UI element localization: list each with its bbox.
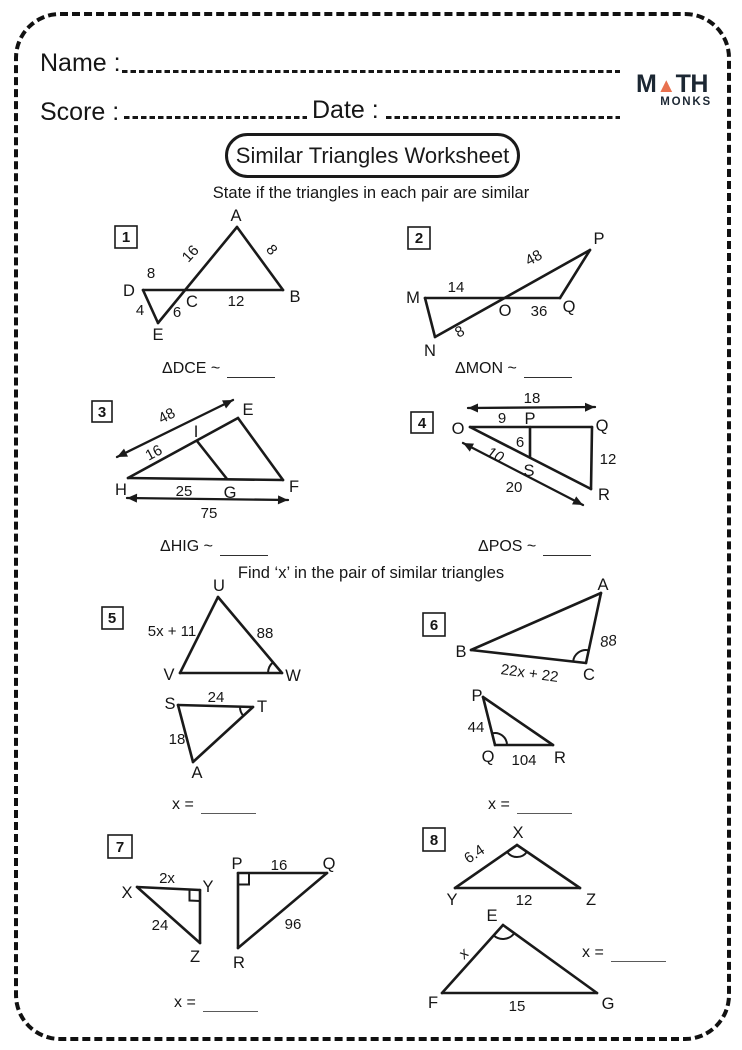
p7-len-pq: 16 bbox=[270, 857, 288, 874]
p1-vertex-e: E bbox=[152, 326, 164, 344]
p7-len-xz: 24 bbox=[151, 917, 169, 934]
p4-side-qr bbox=[591, 427, 592, 489]
date-label: Date : bbox=[312, 96, 379, 124]
p4-len-op: 9 bbox=[497, 410, 507, 427]
p7-vertex-r: R bbox=[233, 954, 245, 972]
p1-len-dc: 8 bbox=[146, 265, 156, 282]
problem-6-number: 6 bbox=[429, 617, 439, 634]
problem-3-diagram bbox=[92, 400, 299, 522]
answer-6-label: x = bbox=[488, 796, 510, 813]
p3-vertex-i: I bbox=[193, 423, 199, 441]
answer-2-label: ΔMON ~ bbox=[455, 360, 517, 377]
p3-arrowhead-right bbox=[278, 495, 288, 504]
p8-len-ef: x bbox=[455, 945, 473, 963]
p8-side-xz bbox=[517, 845, 580, 888]
p1-len-ab: 8 bbox=[262, 241, 281, 259]
p6-len-bc: 22x + 22 bbox=[499, 661, 560, 686]
logo-triangle-icon: ▲ bbox=[656, 75, 676, 97]
p4-len-os: 10 bbox=[483, 443, 507, 467]
p5-vertex-s: S bbox=[164, 695, 176, 713]
problem-7-diagram bbox=[108, 835, 336, 972]
p4-len-ps: 6 bbox=[515, 434, 525, 451]
answer-3-label: ΔHIG ~ bbox=[160, 538, 213, 555]
logo-monks-text: MONKS bbox=[660, 96, 712, 108]
p5-len-uw: 88 bbox=[256, 625, 274, 642]
problem-2-number: 2 bbox=[414, 230, 424, 247]
p4-arrow-oq bbox=[468, 407, 595, 408]
worksheet-title: Similar Triangles Worksheet bbox=[225, 133, 520, 178]
p6-vertex-a: A bbox=[597, 576, 609, 594]
problem-4-number: 4 bbox=[417, 415, 427, 432]
problem-2-diagram bbox=[406, 227, 604, 360]
problem-8-number: 8 bbox=[429, 832, 439, 849]
p6-side-ac bbox=[586, 593, 601, 663]
p6-vertex-p: P bbox=[471, 687, 483, 705]
p1-len-ce: 6 bbox=[172, 304, 182, 321]
p6-side-bc bbox=[471, 650, 586, 663]
p1-side-ab bbox=[237, 227, 283, 290]
p8-angle-arc-x bbox=[507, 852, 527, 857]
p2-len-op: 48 bbox=[522, 246, 546, 270]
answer-4-label: ΔPOS ~ bbox=[478, 538, 537, 555]
p4-vertex-p: P bbox=[524, 410, 536, 428]
answer-7-label: x = bbox=[174, 994, 196, 1011]
p5-vertex-w: W bbox=[285, 667, 301, 685]
p8-side-eg bbox=[503, 925, 597, 993]
p8-vertex-g: G bbox=[601, 995, 615, 1013]
p3-len-he: 48 bbox=[155, 404, 179, 428]
p3-vertex-h: H bbox=[115, 481, 127, 499]
p6-len-ac: 88 bbox=[598, 631, 618, 652]
p2-vertex-q: Q bbox=[562, 298, 576, 316]
p5-vertex-a: A bbox=[191, 764, 203, 782]
section1-instruction: State if the triangles in each pair are similar bbox=[212, 184, 530, 202]
p3-arrow-hf bbox=[127, 498, 288, 500]
logo-text-th: TH bbox=[675, 70, 708, 98]
p8-vertex-z: Z bbox=[585, 891, 597, 909]
p3-vertex-g: G bbox=[223, 484, 237, 502]
p3-arrowhead-left bbox=[127, 494, 137, 503]
p1-len-de: 4 bbox=[135, 302, 145, 319]
p4-len-qr: 12 bbox=[599, 451, 617, 468]
p8-len-fg: 15 bbox=[508, 998, 526, 1015]
p7-vertex-y: Y bbox=[202, 878, 214, 896]
p6-side-ba bbox=[471, 593, 601, 650]
p8-len-xy: 6.4 bbox=[461, 841, 488, 868]
p8-vertex-y: Y bbox=[446, 891, 458, 909]
answer-5-label: x = bbox=[172, 796, 194, 813]
p1-side-de bbox=[143, 290, 158, 323]
section2-instruction: Find ‘x’ in the pair of similar triangles bbox=[237, 564, 505, 582]
p2-vertex-n: N bbox=[424, 342, 436, 360]
problem-1-number: 1 bbox=[121, 229, 131, 246]
p6-vertex-q: Q bbox=[481, 748, 495, 766]
p2-len-no: 8 bbox=[452, 322, 468, 342]
p5-angle-arc-t bbox=[240, 707, 243, 716]
p1-len-cb: 12 bbox=[227, 293, 245, 310]
p7-vertex-p: P bbox=[231, 855, 243, 873]
p2-vertex-o: O bbox=[498, 302, 512, 320]
answer-1-label: ΔDCE ~ bbox=[162, 360, 221, 377]
p5-len-uv: 5x + 11 bbox=[147, 623, 197, 640]
p1-vertex-c: C bbox=[186, 293, 198, 311]
p3-len-hg: 25 bbox=[175, 483, 193, 500]
p4-vertex-q: Q bbox=[595, 417, 609, 435]
p1-vertex-d: D bbox=[123, 282, 135, 300]
p6-vertex-b: B bbox=[455, 643, 467, 661]
problem-7-number: 7 bbox=[115, 839, 125, 856]
logo-text-m: M bbox=[636, 70, 657, 98]
p5-angle-arc-w bbox=[268, 662, 273, 673]
p5-vertex-u: U bbox=[213, 577, 225, 595]
p6-vertex-r: R bbox=[554, 749, 566, 767]
problem-8-diagram bbox=[423, 824, 614, 1015]
problem-1-diagram bbox=[115, 207, 301, 344]
p8-angle-arc-e bbox=[494, 933, 515, 939]
p5-len-st: 24 bbox=[207, 689, 225, 706]
p7-side-xy bbox=[137, 887, 200, 890]
p6-len-qr: 104 bbox=[511, 752, 537, 769]
p4-len-or: 20 bbox=[505, 479, 523, 496]
p4-arrowhead-right bbox=[585, 403, 595, 412]
p8-vertex-f: F bbox=[427, 994, 439, 1012]
p8-vertex-x: X bbox=[512, 824, 524, 842]
p6-vertex-c: C bbox=[583, 666, 595, 684]
p4-vertex-r: R bbox=[598, 486, 610, 504]
p3-arrow-he bbox=[117, 400, 233, 457]
p3-side-hf bbox=[128, 478, 283, 480]
p2-side-mn bbox=[425, 298, 435, 337]
p7-len-qr: 96 bbox=[284, 916, 302, 933]
p2-vertex-p: P bbox=[593, 230, 605, 248]
name-label: Name : bbox=[40, 49, 121, 77]
p8-len-yz: 12 bbox=[515, 892, 533, 909]
p4-len-oq: 18 bbox=[523, 390, 541, 407]
p3-len-hf: 75 bbox=[200, 505, 218, 522]
p2-vertex-m: M bbox=[406, 289, 420, 307]
problem-3-number: 3 bbox=[97, 404, 107, 421]
p4-vertex-s: S bbox=[523, 462, 535, 480]
score-label: Score : bbox=[40, 98, 120, 126]
p7-side-xz bbox=[137, 887, 200, 943]
p3-len-hi: 16 bbox=[142, 441, 166, 465]
p4-arrowhead-left bbox=[468, 404, 478, 413]
problem-4-diagram bbox=[411, 390, 616, 505]
p3-vertex-f: F bbox=[288, 478, 300, 496]
p5-len-sa: 18 bbox=[168, 731, 186, 748]
p3-segment-ig bbox=[197, 441, 227, 479]
p5-vertex-v: V bbox=[163, 666, 175, 684]
p7-vertex-x: X bbox=[121, 884, 133, 902]
p1-vertex-b: B bbox=[289, 288, 301, 306]
p7-vertex-z: Z bbox=[189, 948, 201, 966]
p3-vertex-e: E bbox=[242, 401, 254, 419]
p5-vertex-t: T bbox=[256, 698, 268, 716]
p1-vertex-a: A bbox=[230, 207, 242, 225]
p4-vertex-o: O bbox=[451, 420, 465, 438]
p7-vertex-q: Q bbox=[322, 855, 336, 873]
p2-len-mo: 14 bbox=[447, 279, 465, 296]
p1-len-ac: 16 bbox=[178, 242, 203, 266]
p3-side-ef bbox=[238, 418, 283, 480]
problem-6-diagram bbox=[423, 576, 618, 769]
p7-len-xy: 2x bbox=[159, 870, 175, 887]
p2-len-oq: 36 bbox=[530, 303, 548, 320]
p6-len-pq: 44 bbox=[467, 719, 485, 736]
problem-5-diagram bbox=[102, 577, 301, 782]
answer-8-label: x = bbox=[582, 944, 604, 961]
p8-vertex-e: E bbox=[486, 907, 498, 925]
p7-side-rq bbox=[238, 873, 327, 948]
p7-right-angle-p bbox=[238, 873, 249, 885]
problem-5-number: 5 bbox=[107, 610, 117, 627]
